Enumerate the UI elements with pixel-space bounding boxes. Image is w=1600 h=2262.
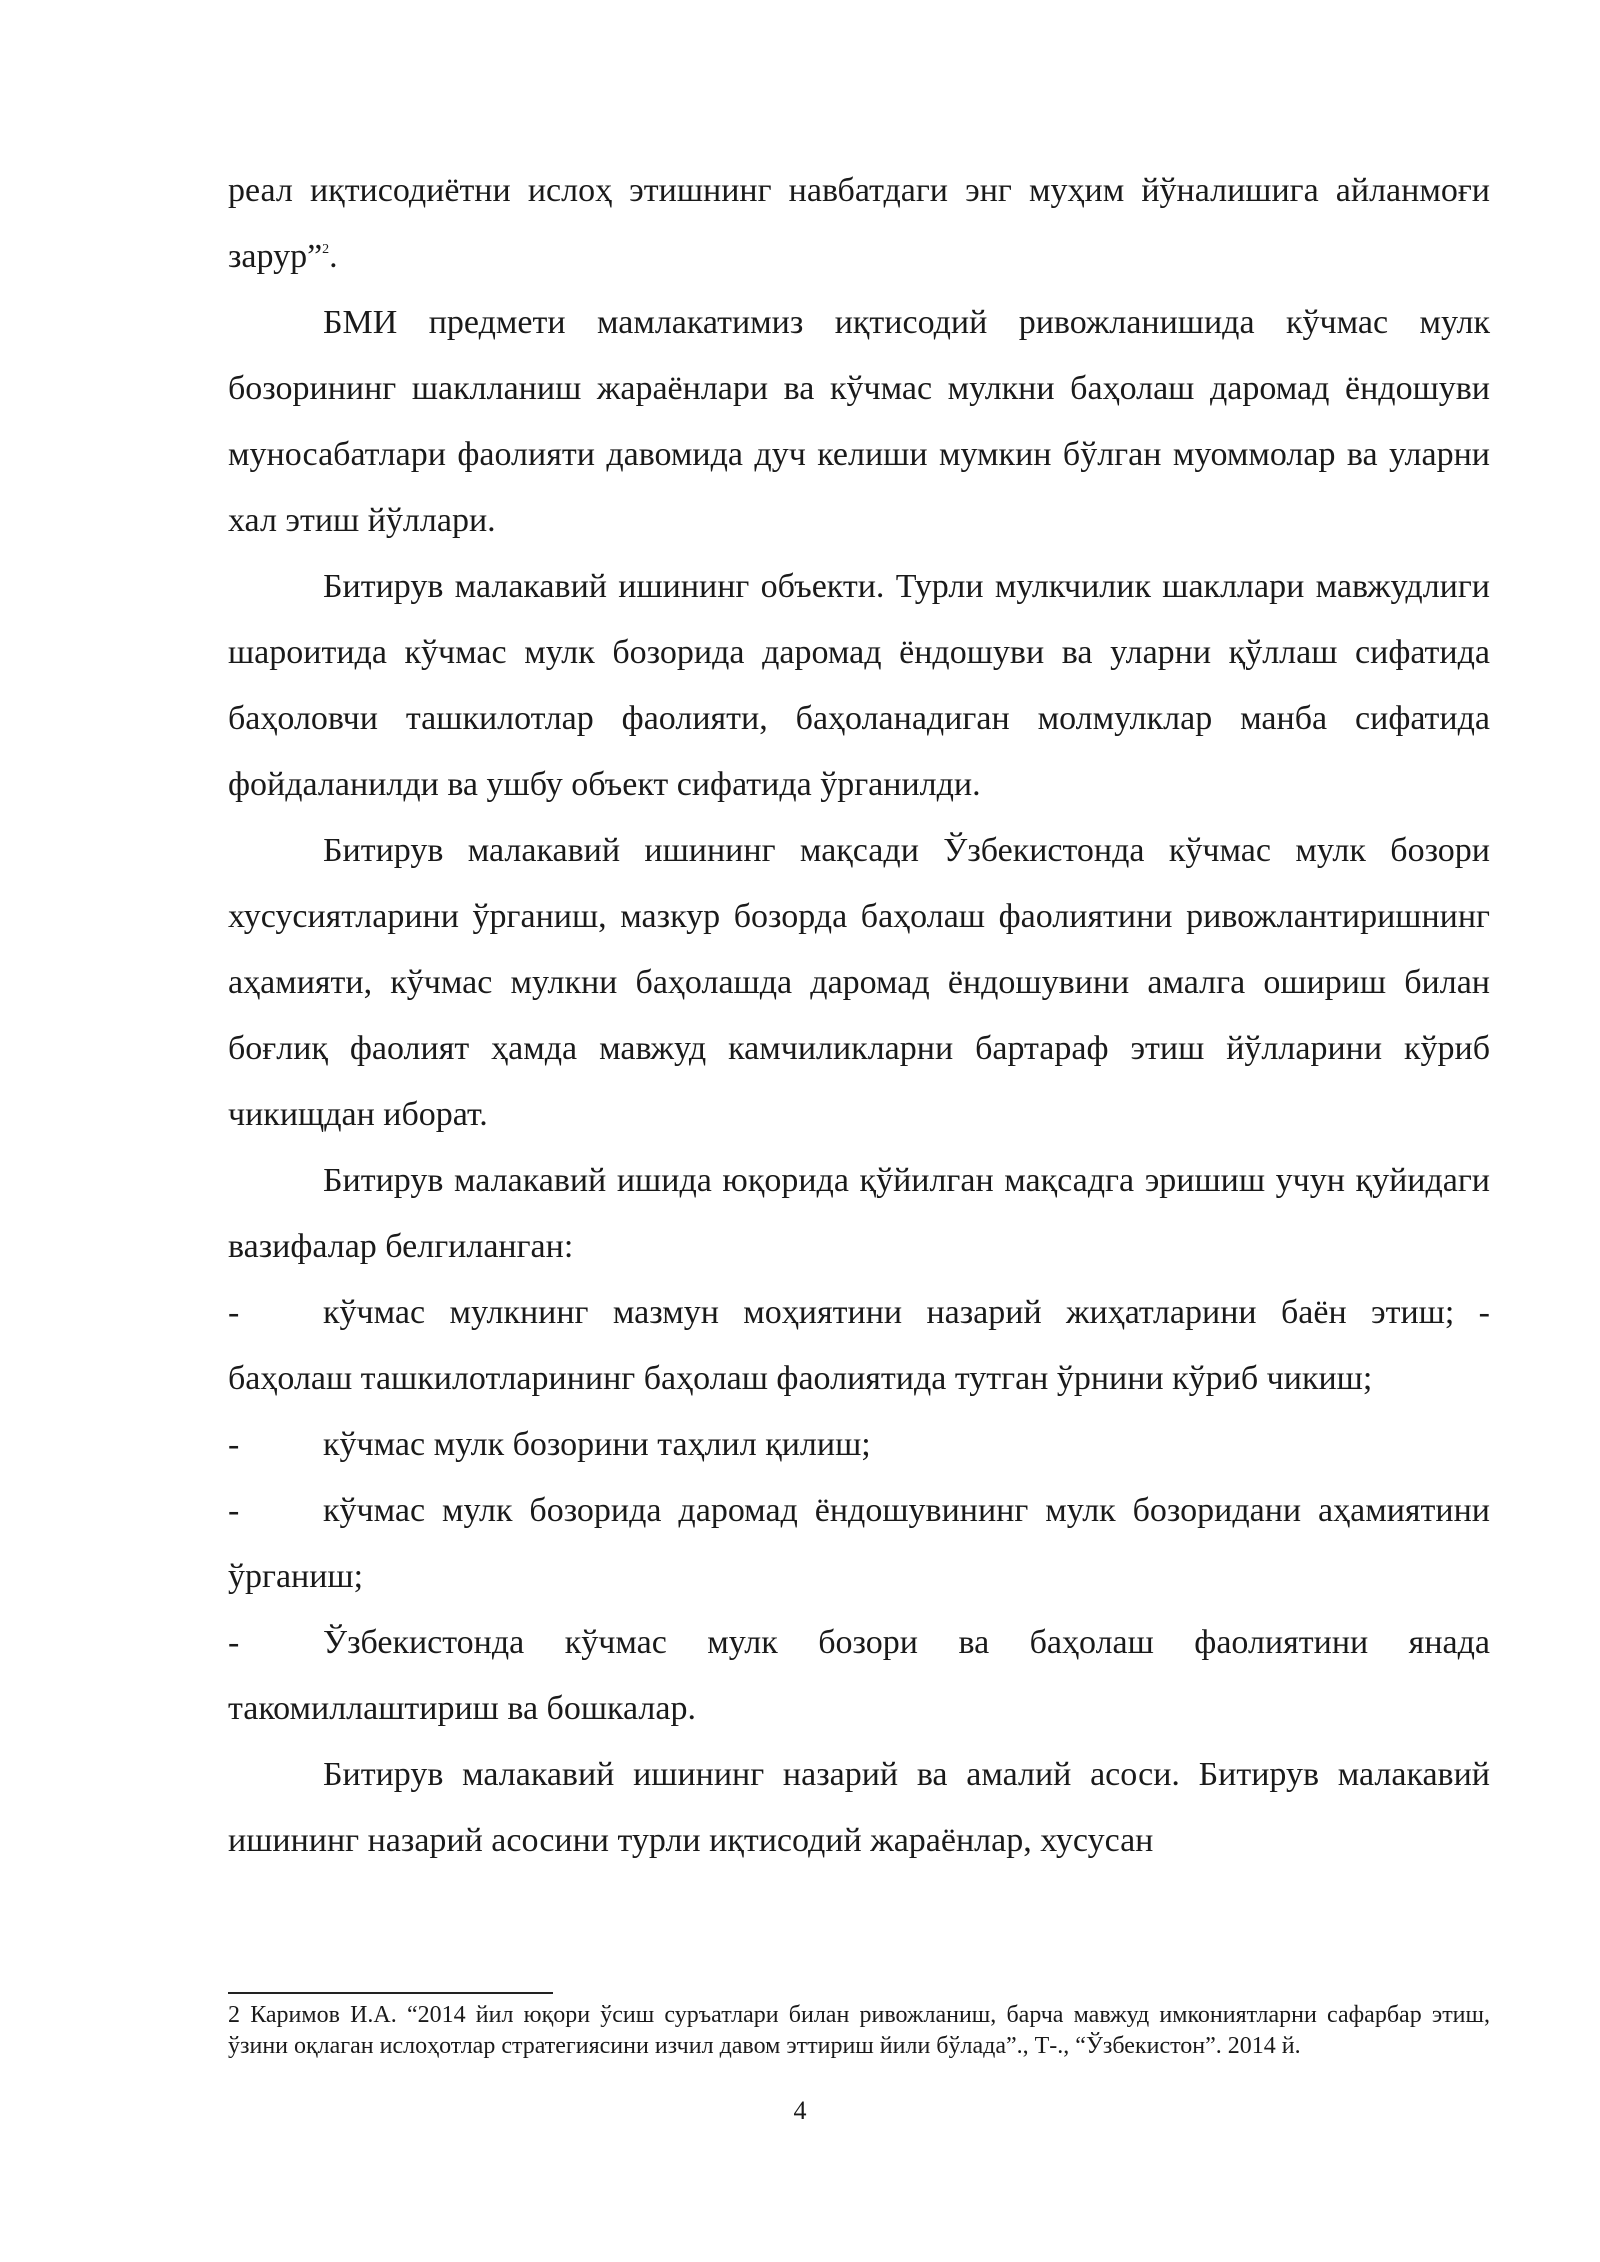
footnote-separator — [228, 1992, 553, 1994]
paragraph-goal: Битирув малакавий ишининг мақсади Ўзбекистонда кўчмас мулк бозори хусусиятларини ўрганиш, мазкур бозорда баҳолаш фаолиятини ривожлантиришнинг аҳамияти, кўчмас мулкни баҳолашда даромад ёндошувини амалга ошириш билан боғлиқ фаолият ҳамда мавжуд камчиликларни бартараф этиш йўлларини кўриб чикищдан иборат. — [228, 832, 1490, 1133]
footnote-reference: 2 — [322, 242, 330, 257]
paragraph-basis: Битирув малакавий ишининг назарий ва амалий асоси. Битирув малакавий ишининг назарий асосини турли иқтисодий жараёнлар, хусусан — [228, 1756, 1490, 1859]
paragraph-object: Битирув малакавий ишининг объекти. Турли мулкчилик шакллари мавжудлиги шароитида кўчмас мулк бозорида даромад ёндошуви ва уларни қўллаш сифатида баҳоловчи ташкилотлар фаолияти, баҳоланадиган молмулклар манба сифатида фойдаланилди ва ушбу объект сифатида ўрганилди. — [228, 568, 1490, 803]
page-number: 4 — [793, 2096, 807, 2125]
list-item: - кўчмас мулк бозорини таҳлил қилиш; — [228, 1426, 871, 1463]
paragraph-subject: БМИ предмети мамлакатимиз иқтисодий ривожланишида кўчмас мулк бозорининг шаклланиш жараёнлари ва кўчмас мулкни баҳолаш даромад ёндошуви муносабатлари фаолияти давомида дуч келиши мумкин бўлган муоммолар ва уларни хал этиш йўллари. — [228, 304, 1490, 539]
footnote: 2 Каримов И.А. “2014 йил юқори ўсиш суръатлари билан ривожланиш, барча мавжуд имкониятларни сафарбар этиш, ўзини оқлаган ислоҳотлар стратегиясини изчил давом эттириш йили бўлада”., Т-., “Ўзбекистон”. 2014 й. — [228, 2002, 1490, 2059]
body-text — [228, 158, 1490, 1874]
list-item: - Ўзбекистонда кўчмас мулк бозори ва баҳолаш фаолиятини янада такомиллаштириш ва бошкалар. — [228, 1624, 1490, 1727]
paragraph-continuation: реал иқтисодиётни ислоҳ этишнинг навбатдаги энг муҳим йўналишига айланмоғи зарур”$^2$. — [228, 172, 1490, 275]
list-item: - кўчмас мулк бозорида даромад ёндошувининг мулк бозоридани аҳамиятини ўрганиш; — [228, 1492, 1490, 1595]
list-item: - кўчмас мулкнинг мазмун моҳиятини назарий жиҳатларини баён этиш; - баҳолаш ташкилотларининг баҳолаш фаолиятида тутган ўрнини кўриб чикиш; — [228, 1294, 1490, 1397]
paragraph-tasks-intro: Битирув малакавий ишида юқорида қўйилган мақсадга эришиш учун қуйидаги вазифалар белгиланган: — [228, 1162, 1490, 1265]
